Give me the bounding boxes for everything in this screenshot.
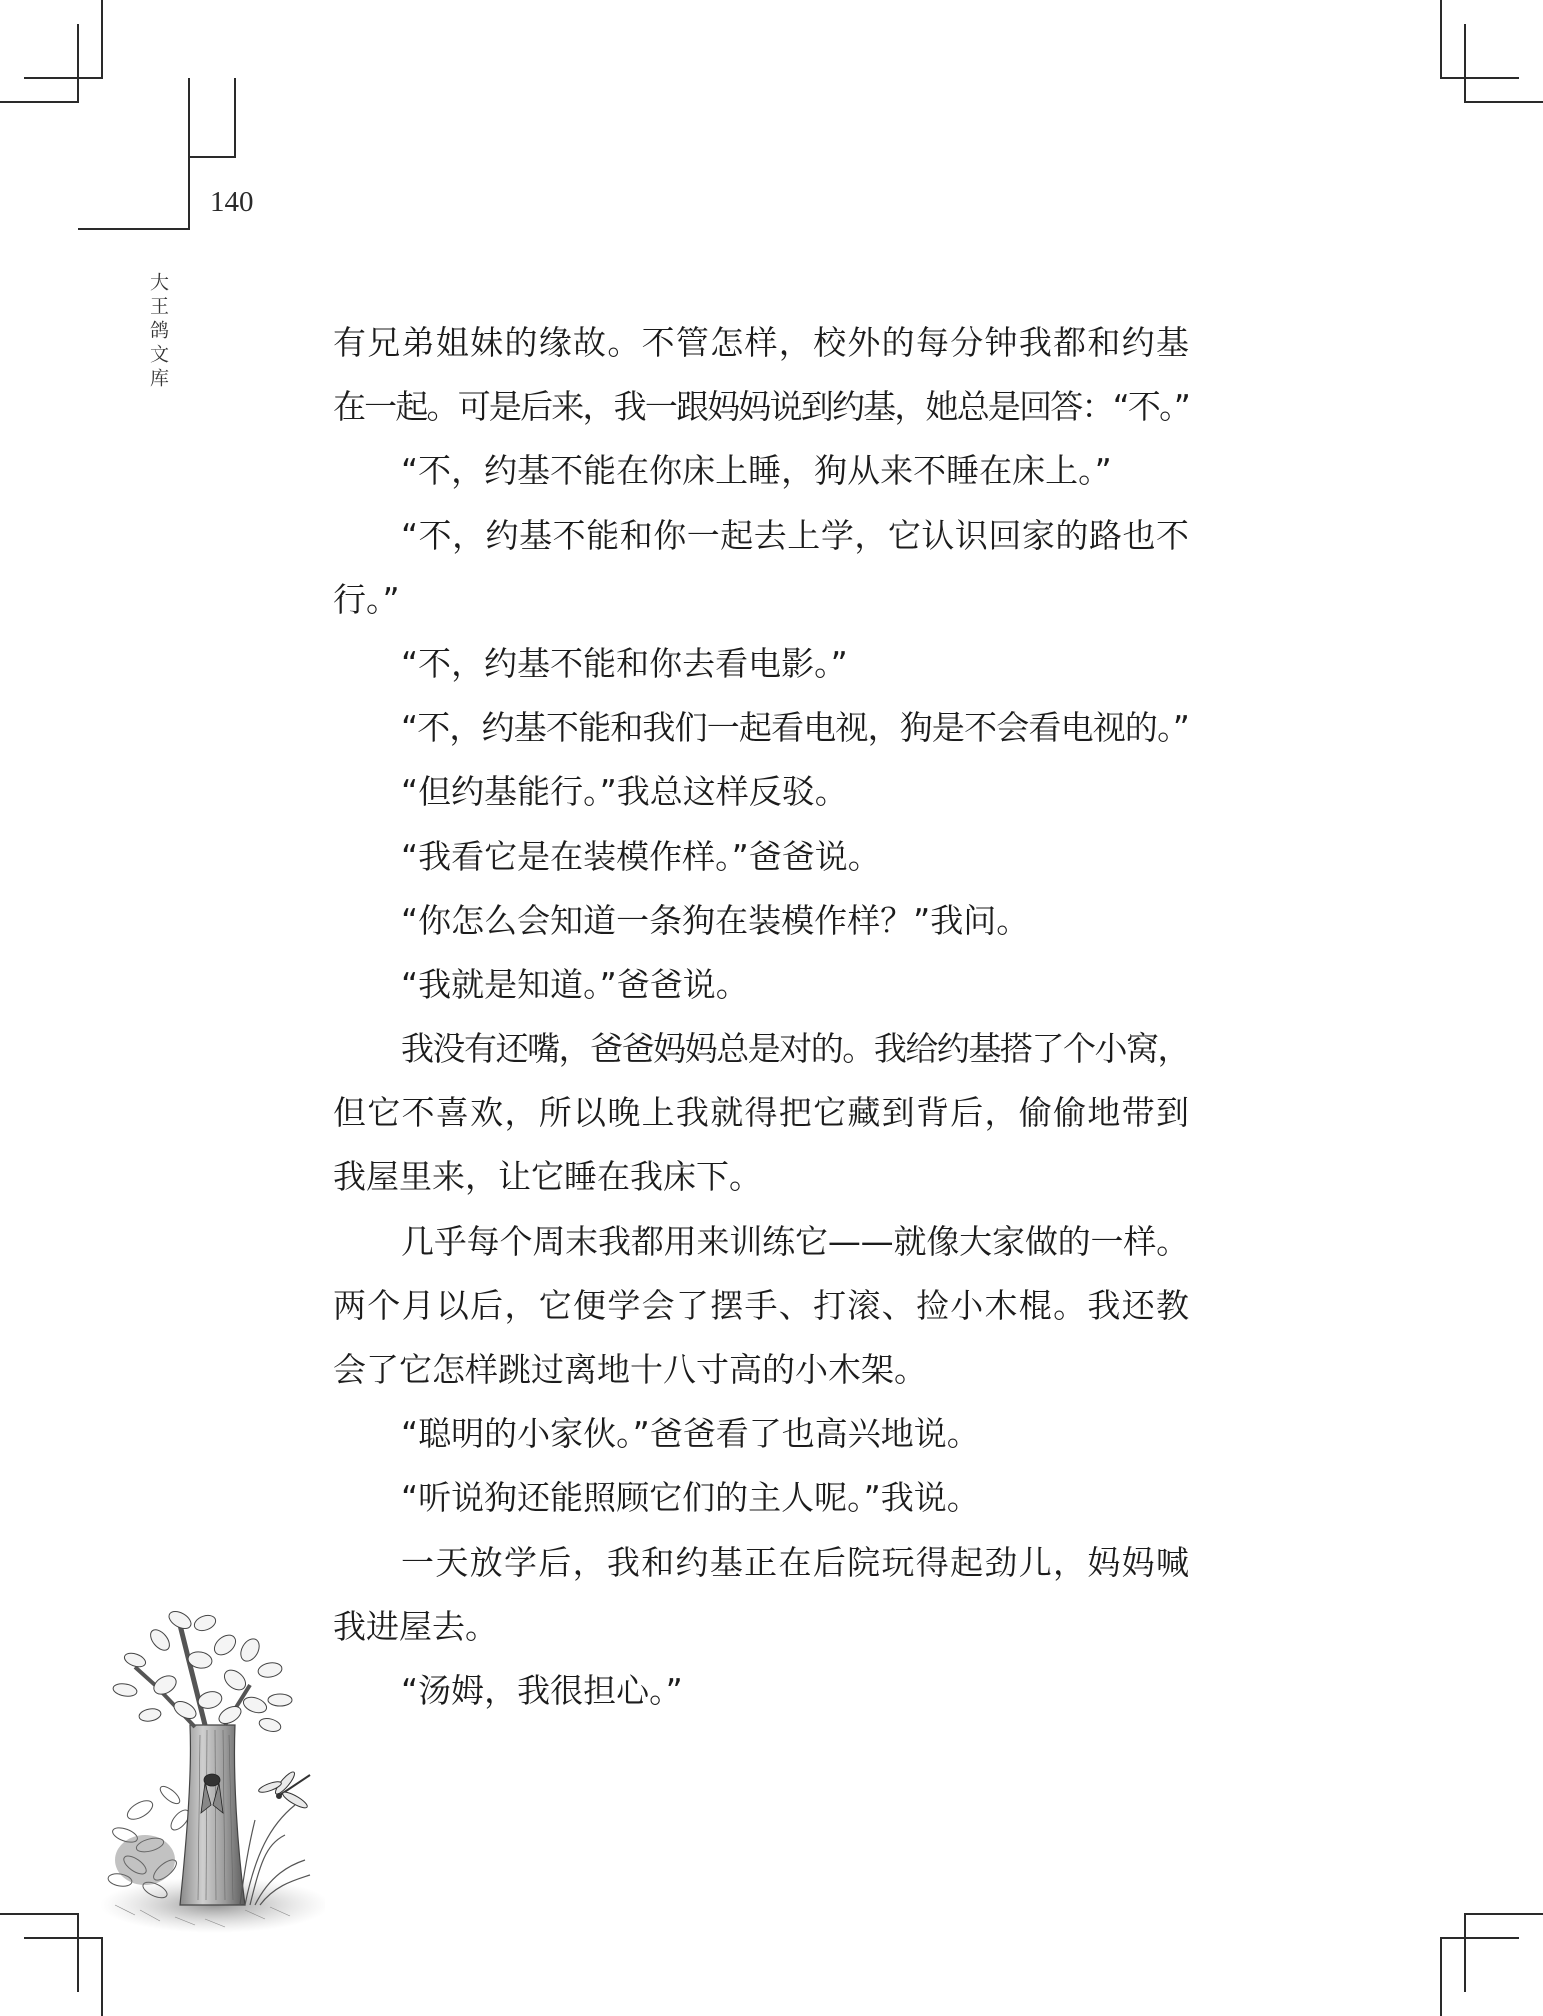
page-number-bracket-horizontal-bottom bbox=[78, 228, 190, 230]
dragonfly bbox=[258, 1770, 310, 1811]
tree-illustration-icon bbox=[95, 1605, 325, 1940]
crop-mark-top-right-horizontal-outer bbox=[1440, 77, 1519, 79]
page-number-bracket-vertical-right bbox=[234, 78, 236, 158]
text-line: 会了它怎样跳过离地十八寸高的小木架。 bbox=[333, 1350, 927, 1389]
text-line: “你怎么会知道一条狗在装模作样？”我问。 bbox=[401, 900, 1030, 940]
text-line: “汤姆，我很担心。” bbox=[401, 1670, 683, 1710]
text-line: “但约基能行。”我总这样反驳。 bbox=[401, 772, 848, 812]
text-line: 行。” bbox=[333, 579, 400, 619]
text-line: “我看它是在装模作样。”爸爸说。 bbox=[401, 836, 881, 876]
crop-mark-bottom-left-horizontal-inner bbox=[24, 1937, 103, 1939]
page-number-bracket-horizontal-middle bbox=[188, 156, 236, 158]
text-line: “不，约基不能在你床上睡，狗从来不睡在床上。” bbox=[401, 451, 1112, 491]
text-line: 一天放学后，我和约基正在后院玩得起劲儿，妈妈喊 bbox=[401, 1542, 1189, 1582]
text-line: “不，约基不能和我们一起看电视，狗是不会看电视的。” bbox=[401, 708, 1189, 748]
crop-mark-top-left-vertical-outer bbox=[101, 0, 103, 79]
crop-mark-top-right-vertical-outer bbox=[1440, 0, 1442, 79]
page-number: 140 bbox=[210, 186, 254, 218]
crop-mark-top-left-vertical-inner bbox=[77, 24, 79, 103]
crop-mark-bottom-left-horizontal-outer bbox=[0, 1913, 79, 1915]
text-line: 我进屋去。 bbox=[333, 1606, 498, 1646]
page-number-bracket-vertical-left bbox=[188, 78, 190, 230]
crop-mark-bottom-right-horizontal-inner bbox=[1440, 1937, 1519, 1939]
crop-mark-bottom-right-vertical-outer bbox=[1464, 1913, 1466, 1992]
crop-mark-top-left-horizontal-inner bbox=[0, 101, 79, 103]
text-line: 几乎每个周末我都用来训练它——就像大家做的一样。 bbox=[401, 1221, 1189, 1261]
text-line: 我没有还嘴，爸爸妈妈总是对的。我给约基搭了个小窝， bbox=[401, 1029, 1189, 1069]
series-title: 大王鸽文库 bbox=[147, 272, 169, 392]
text-line: 我屋里来，让它睡在我床下。 bbox=[333, 1157, 762, 1197]
crop-mark-bottom-right-horizontal-outer bbox=[1464, 1913, 1543, 1915]
text-line: 在一起。可是后来，我一跟妈妈说到约基，她总是回答：“不。” bbox=[333, 387, 1189, 427]
crop-mark-top-right-horizontal-inner bbox=[1464, 101, 1543, 103]
crop-mark-top-right-vertical-inner bbox=[1464, 24, 1466, 103]
text-line: “我就是知道。”爸爸说。 bbox=[401, 964, 749, 1004]
text-line: “聪明的小家伙。”爸爸看了也高兴地说。 bbox=[401, 1414, 980, 1454]
text-line: 但它不喜欢，所以晚上我就得把它藏到背后，偷偷地带到 bbox=[333, 1093, 1189, 1133]
text-line: “听说狗还能照顾它们的主人呢。”我说。 bbox=[401, 1478, 980, 1518]
crop-mark-bottom-left-vertical-outer bbox=[77, 1913, 79, 1992]
crop-mark-bottom-right-vertical-inner bbox=[1440, 1937, 1442, 2016]
text-line: “不，约基不能和你去看电影。” bbox=[401, 643, 848, 683]
text-line: “不，约基不能和你一起去上学，它认识回家的路也不 bbox=[401, 515, 1189, 555]
crop-mark-top-left-horizontal-outer bbox=[24, 77, 103, 79]
text-line: 有兄弟姐妹的缘故。不管怎样，校外的每分钟我都和约基 bbox=[333, 323, 1189, 362]
crop-mark-bottom-left-vertical-inner bbox=[101, 1937, 103, 2016]
body-text bbox=[333, 311, 1189, 1723]
text-line: 两个月以后，它便学会了摆手、打滚、捡小木棍。我还教 bbox=[333, 1285, 1189, 1325]
